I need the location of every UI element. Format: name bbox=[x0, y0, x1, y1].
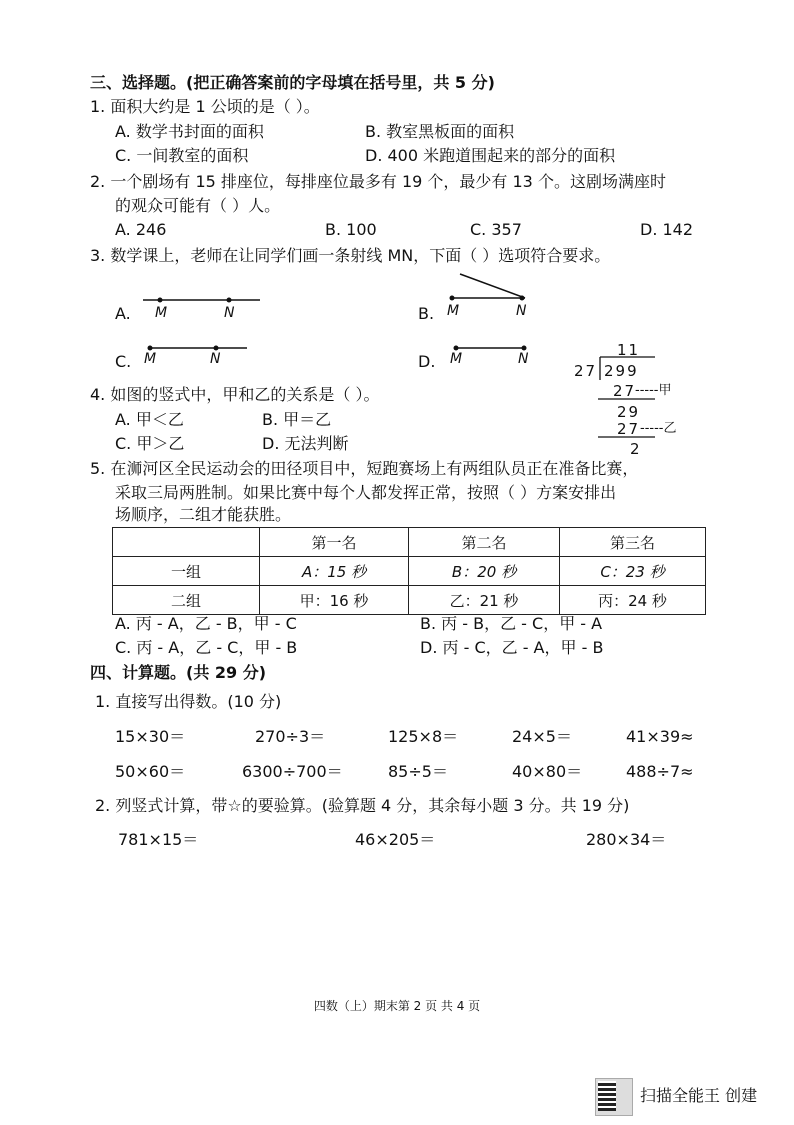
q4-option-c: C. 甲＞乙 bbox=[115, 434, 185, 453]
q5-stem-line3: 场顺序，二组才能获胜。 bbox=[115, 505, 292, 524]
q5-stem-line2: 采取三局两胜制。如果比赛中每个人都发挥正常，按照（ ）方案安排出 bbox=[115, 483, 617, 502]
qr-code-icon bbox=[598, 1081, 616, 1111]
table-row bbox=[113, 557, 706, 586]
q4-stem: 4. 如图的竖式中，甲和乙的关系是（ ）。 bbox=[90, 385, 380, 404]
table-header-cell bbox=[113, 528, 260, 557]
table-cell: C：23 秒 bbox=[560, 557, 706, 586]
mental-calc-item: 488÷7≈ bbox=[626, 762, 694, 781]
mental-calc-item: 85÷5＝ bbox=[388, 762, 448, 781]
q2-option-b: B. 100 bbox=[325, 220, 377, 239]
race-results-table bbox=[112, 527, 706, 615]
mental-calc-item: 6300÷700＝ bbox=[242, 762, 343, 781]
section-3-heading: 三、选择题。(把正确答案前的字母填在括号里，共 5 分) bbox=[90, 73, 495, 92]
division-remainder-1: 29 bbox=[617, 403, 641, 421]
q2-stem-line2: 的观众可能有（ ）人。 bbox=[115, 196, 281, 215]
section-4-heading: 四、计算题。(共 29 分) bbox=[90, 663, 267, 682]
table-cell: A：15 秒 bbox=[260, 557, 409, 586]
table-header-cell: 第一名 bbox=[260, 528, 409, 557]
division-divisor: 27 bbox=[574, 362, 598, 380]
q1-stem: 1. 面积大约是 1 公顷的是（ ）。 bbox=[90, 97, 320, 116]
calc-part1-title: 1. 直接写出得数。(10 分) bbox=[95, 692, 282, 711]
table-cell: 乙：21 秒 bbox=[409, 586, 560, 615]
q3-c-point-n: N bbox=[210, 351, 221, 367]
q2-option-d: D. 142 bbox=[640, 220, 694, 239]
table-cell: B：20 秒 bbox=[409, 557, 560, 586]
q1-option-c: C. 一间教室的面积 bbox=[115, 146, 249, 165]
vertical-calc-item: 280×34＝ bbox=[586, 830, 667, 849]
table-cell: 甲：16 秒 bbox=[260, 586, 409, 615]
q2-option-c: C. 357 bbox=[470, 220, 522, 239]
table-header-cell: 第二名 bbox=[409, 528, 560, 557]
q3-option-b-label: B. bbox=[418, 304, 435, 323]
q3-b-point-m: M bbox=[447, 303, 460, 319]
q4-option-a: A. 甲＜乙 bbox=[115, 410, 184, 429]
vertical-calc-item: 781×15＝ bbox=[118, 830, 199, 849]
division-final-remainder: 2 bbox=[630, 440, 640, 458]
q4-option-b: B. 甲＝乙 bbox=[262, 410, 332, 429]
q3-d-point-m: M bbox=[450, 351, 463, 367]
page-footer: 四数（上）期末第 2 页 共 4 页 bbox=[313, 999, 481, 1013]
q1-option-a: A. 数学书封面的面积 bbox=[115, 122, 264, 141]
q3-d-point-n: N bbox=[518, 351, 529, 367]
q3-stem: 3. 数学课上，老师在让同学们画一条射线 MN，下面（ ）选项符合要求。 bbox=[90, 246, 611, 265]
q3-option-c-label: C. bbox=[115, 352, 132, 371]
division-dividend: 299 bbox=[604, 362, 639, 380]
table-header-cell: 第三名 bbox=[560, 528, 706, 557]
q3-a-point-n: N bbox=[224, 305, 235, 321]
q3-b-point-n: N bbox=[516, 303, 527, 319]
vertical-calc-item: 46×205＝ bbox=[355, 830, 436, 849]
mental-calc-item: 41×39≈ bbox=[626, 727, 694, 746]
calc-part2-title: 2. 列竖式计算，带☆的要验算。(验算题 4 分，其余每小题 3 分。共 19 分) bbox=[95, 796, 630, 815]
q5-option-c: C. 丙 - A，乙 - C，甲 - B bbox=[115, 638, 298, 657]
division-label-jia: -----甲 bbox=[635, 383, 672, 398]
q3-option-d-label: D. bbox=[418, 352, 436, 371]
mental-calc-item: 24×5＝ bbox=[512, 727, 572, 746]
q5-option-b: B. 丙 - B，乙 - C，甲 - A bbox=[420, 614, 603, 633]
mental-calc-item: 270÷3＝ bbox=[255, 727, 326, 746]
table-row bbox=[113, 586, 706, 615]
mental-calc-item: 40×80＝ bbox=[512, 762, 583, 781]
q3-option-a-label: A. bbox=[115, 304, 131, 323]
mental-calc-item: 125×8＝ bbox=[388, 727, 459, 746]
division-product-2: 27 bbox=[617, 420, 641, 438]
q4-option-d: D. 无法判断 bbox=[262, 434, 349, 453]
q3-a-point-m: M bbox=[155, 305, 168, 321]
division-quotient: 11 bbox=[617, 341, 641, 359]
q2-stem-line1: 2. 一个剧场有 15 排座位，每排座位最多有 19 个，最少有 13 个。这剧场满座时 bbox=[90, 172, 666, 191]
q5-stem-line1: 5. 在浉河区全民运动会的田径项目中，短跑赛场上有两组队员正在准备比赛， bbox=[90, 459, 639, 478]
mental-calc-item: 15×30＝ bbox=[115, 727, 186, 746]
table-cell: 一组 bbox=[113, 557, 260, 586]
division-label-yi: -----乙 bbox=[640, 421, 677, 436]
table-header-row bbox=[113, 528, 706, 557]
table-cell: 二组 bbox=[113, 586, 260, 615]
q5-option-a: A. 丙 - A，乙 - B，甲 - C bbox=[115, 614, 297, 633]
division-product-1: 27 bbox=[613, 382, 637, 400]
scanner-watermark-text: 扫描全能王 创建 bbox=[640, 1086, 758, 1105]
q1-option-b: B. 教室黑板面的面积 bbox=[365, 122, 515, 141]
table-cell: 丙：24 秒 bbox=[560, 586, 706, 615]
q1-option-d: D. 400 米跑道围起来的部分的面积 bbox=[365, 146, 616, 165]
q5-option-d: D. 丙 - C，乙 - A，甲 - B bbox=[420, 638, 604, 657]
mental-calc-item: 50×60＝ bbox=[115, 762, 186, 781]
q2-option-a: A. 246 bbox=[115, 220, 167, 239]
q3-c-point-m: M bbox=[144, 351, 157, 367]
